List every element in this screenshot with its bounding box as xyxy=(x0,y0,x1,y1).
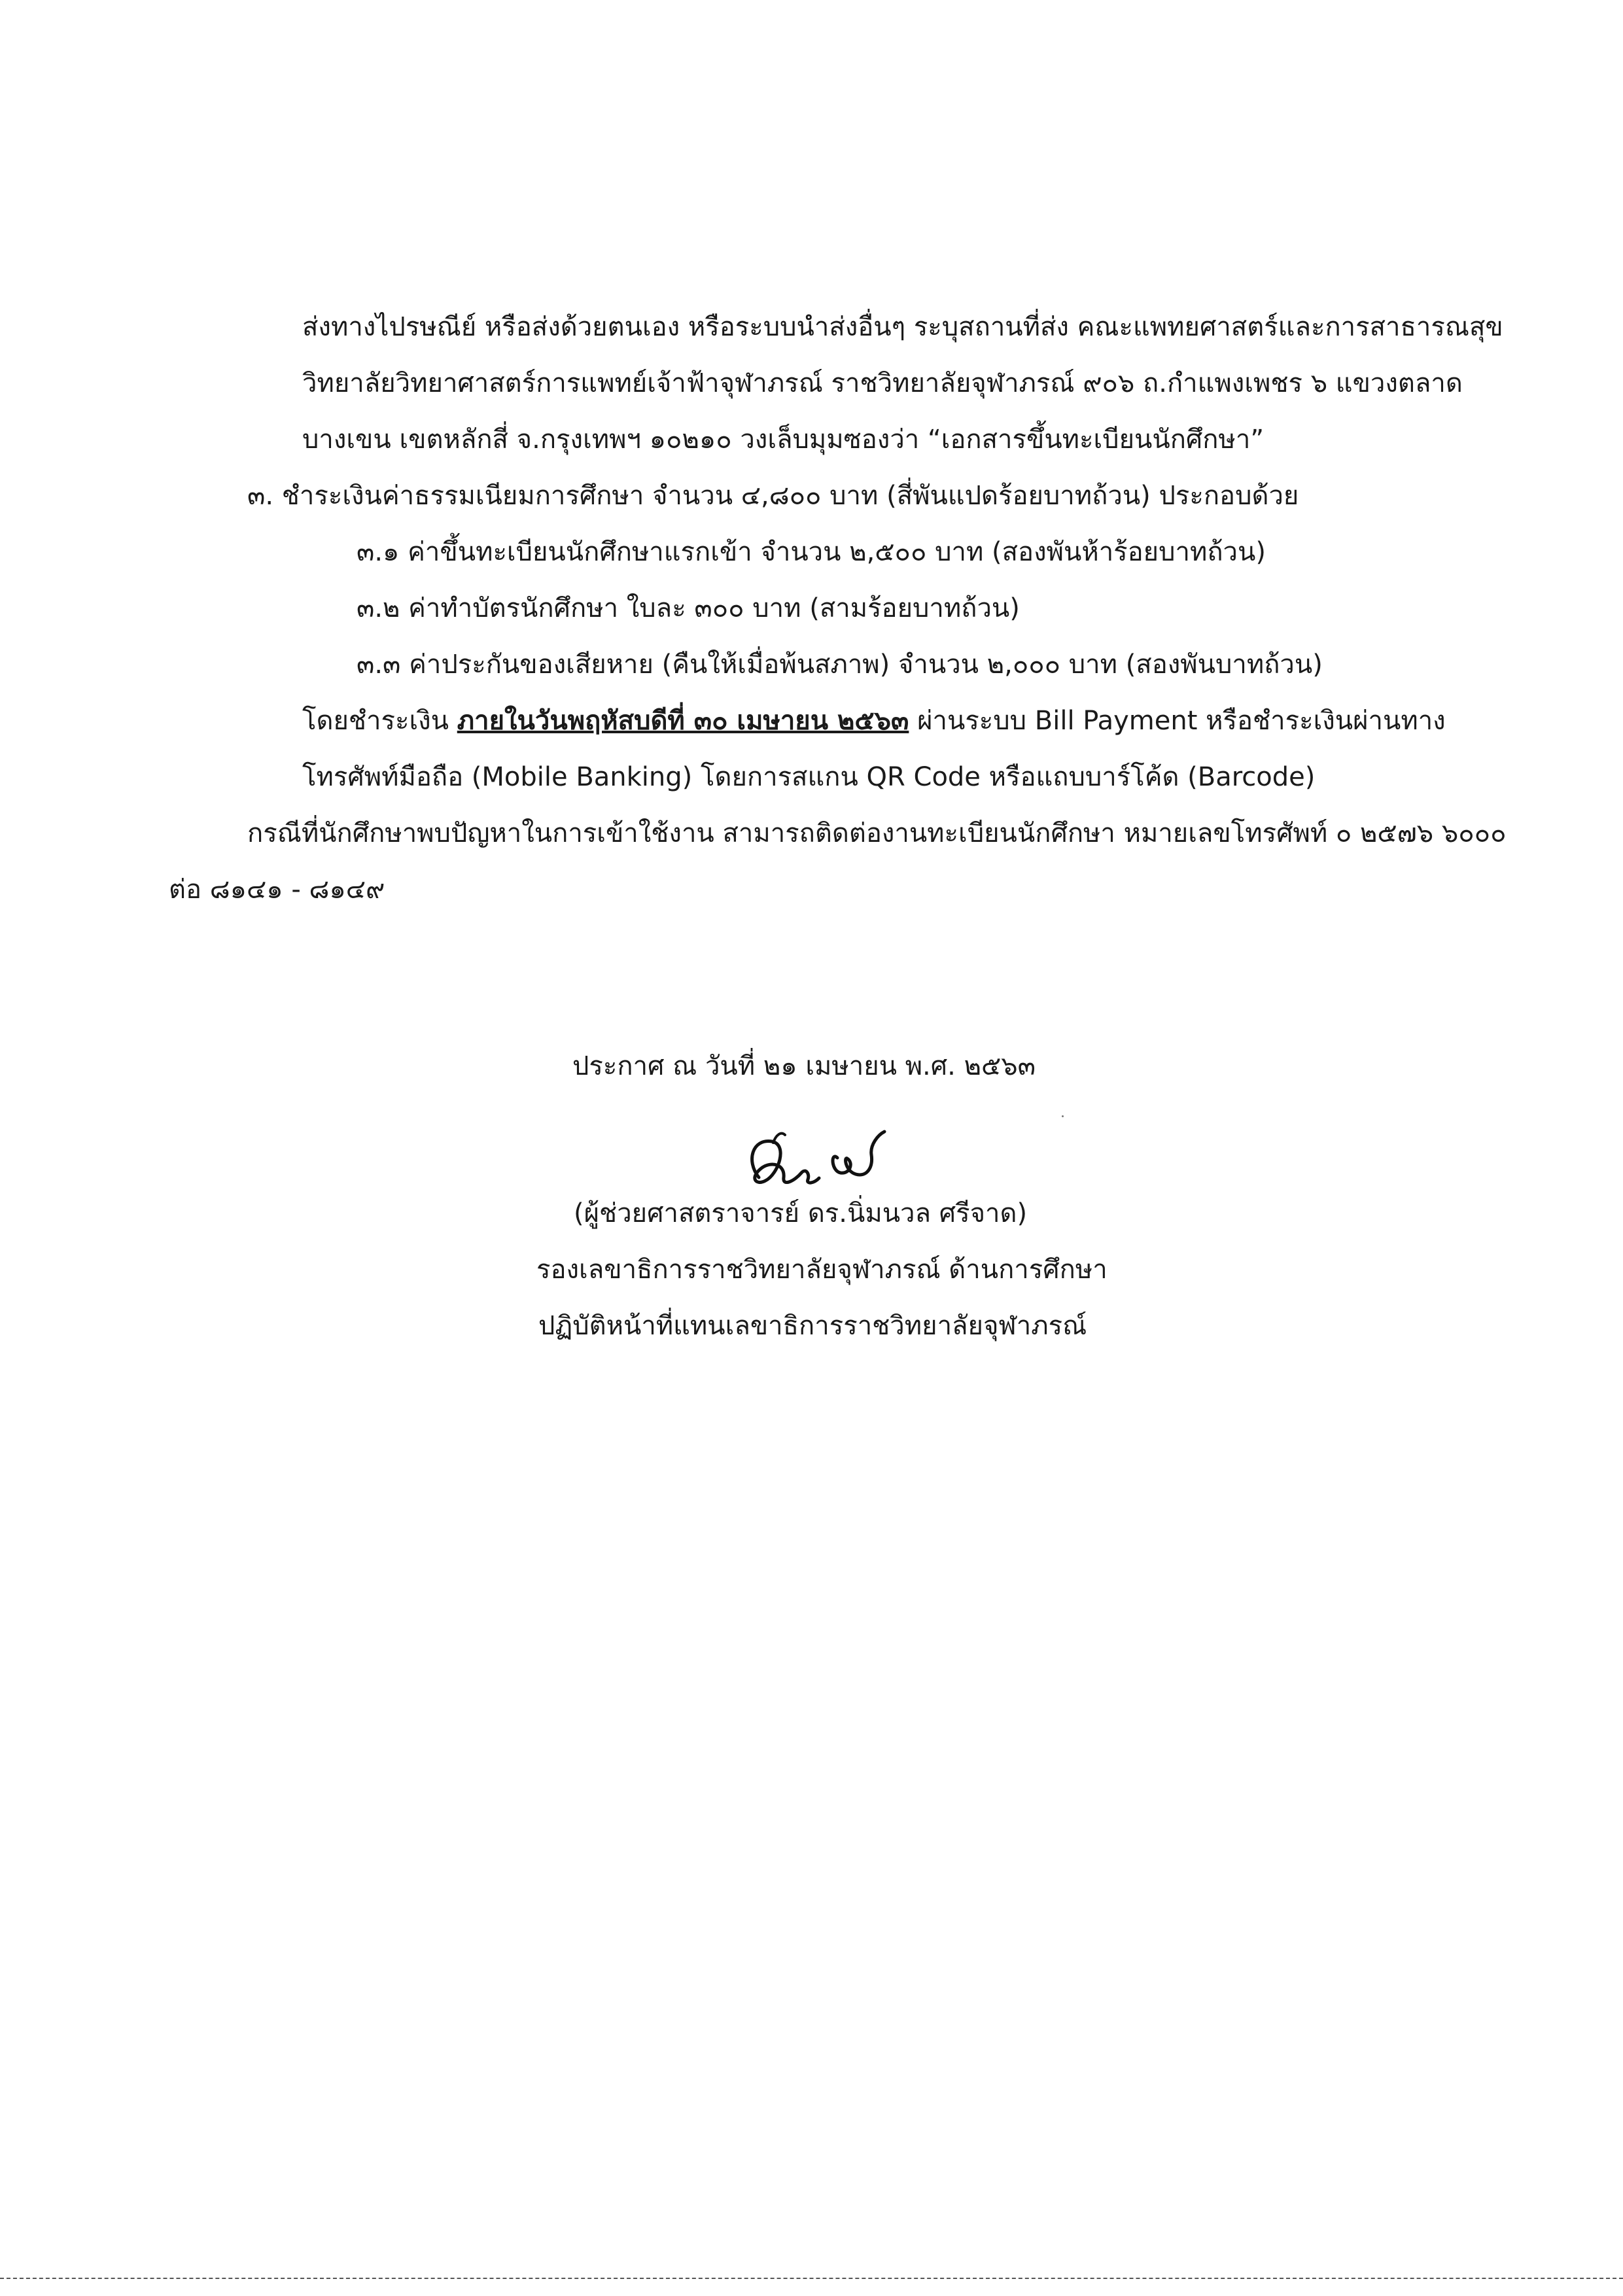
fee-item-3-3: ๓.๓ ค่าประกันของเสียหาย (คืนให้เมื่อพ้นสภาพ) จำนวน ๒,๐๐๐ บาท (สองพันบาทถ้วน) xyxy=(357,650,1323,680)
body-line-1: ส่งทางไปรษณีย์ หรือส่งด้วยตนเอง หรือระบบนำส่งอื่นๆ ระบุสถานที่ส่ง คณะแพทยศาสตร์และการสาธารณสุข xyxy=(302,312,1503,342)
fee-item-3-2: ๓.๒ ค่าทำบัตรนักศึกษา ใบละ ๓๐๐ บาท (สามร้อยบาทถ้วน) xyxy=(357,593,1020,623)
body-line-3: บางเขน เขตหลักสี่ จ.กรุงเทพฯ ๑๐๒๑๐ วงเล็บมุมซองว่า “เอกสารขึ้นทะเบียนนักศึกษา” xyxy=(302,425,1265,455)
signatory-acting-position: ปฏิบัติหน้าที่แทนเลขาธิการราชวิทยาลัยจุฬาภรณ์ xyxy=(538,1311,1087,1341)
handwritten-signature xyxy=(733,1115,903,1207)
announcement-date: ประกาศ ณ วันที่ ๒๑ เมษายน พ.ศ. ๒๕๖๓ xyxy=(572,1051,1036,1081)
extension-line: ต่อ ๘๑๔๑ - ๘๑๔๙ xyxy=(169,875,385,905)
signatory-position: รองเลขาธิการราชวิทยาลัยจุฬาภรณ์ ด้านการศึกษา xyxy=(536,1255,1108,1285)
body-line-2: วิทยาลัยวิทยาศาสตร์การแพทย์เจ้าฟ้าจุฬาภรณ์ ราชวิทยาลัยจุฬาภรณ์ ๙๐๖ ถ.กำแพงเพชร ๖ แขวงตลาด xyxy=(302,368,1463,398)
mobile-banking-line: โทรศัพท์มือถือ (Mobile Banking) โดยการสแกน QR Code หรือแถบบาร์โค้ด (Barcode) xyxy=(302,762,1316,792)
scan-speck xyxy=(1062,1115,1064,1117)
payment-line xyxy=(302,701,1446,740)
payment-prefix: โดยชำระเงิน xyxy=(302,706,457,736)
signatory-name: (ผู้ช่วยศาสตราจารย์ ดร.นิ่มนวล ศรีจาด) xyxy=(574,1198,1028,1228)
fee-item-3: ๓. ชำระเงินค่าธรรมเนียมการศึกษา จำนวน ๔,๘๐๐ บาท (สี่พันแปดร้อยบาทถ้วน) ประกอบด้วย xyxy=(247,481,1299,511)
contact-line: กรณีที่นักศึกษาพบปัญหาในการเข้าใช้งาน สามารถติดต่องานทะเบียนนักศึกษา หมายเลขโทรศัพท์ ๐ ๒๕๗๖ ๖๐๐๐ xyxy=(247,818,1507,848)
page-bottom-rule xyxy=(0,2278,1623,2279)
payment-deadline: ภายในวันพฤหัสบดีที่ ๓๐ เมษายน ๒๕๖๓ xyxy=(457,706,909,736)
payment-suffix: ผ่านระบบ Bill Payment หรือชำระเงินผ่านทาง xyxy=(909,706,1446,736)
fee-item-3-1: ๓.๑ ค่าขึ้นทะเบียนนักศึกษาแรกเข้า จำนวน ๒,๕๐๐ บาท (สองพันห้าร้อยบาทถ้วน) xyxy=(357,537,1266,567)
